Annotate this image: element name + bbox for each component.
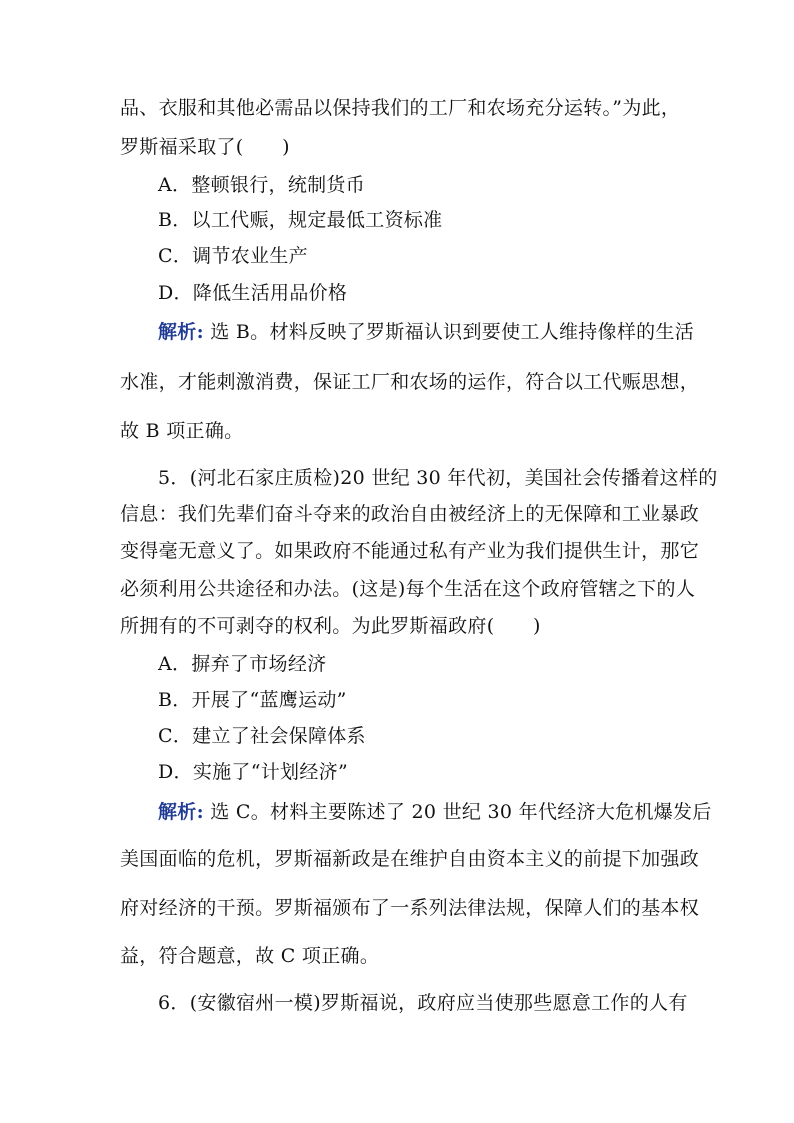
q4-option-c: C．调节农业生产	[158, 245, 308, 267]
q4-stem-line-1: 品、衣服和其他必需品以保持我们的工厂和农场充分运转。”为此，	[120, 97, 681, 119]
q4-analysis-line-1	[158, 320, 694, 344]
q5-option-a: A．摒弃了市场经济	[158, 653, 327, 675]
q4-option-d: D．降低生活用品价格	[158, 282, 348, 304]
q5-option-d: D．实施了“计划经济”	[158, 761, 348, 783]
q4-stem-line-2: 罗斯福采取了( )	[120, 136, 290, 158]
q4-analysis-line-3: 故 B 项正确。	[120, 420, 244, 442]
q5-option-b: B．开展了“蓝鹰运动”	[158, 689, 347, 711]
q5-analysis-text-1: 选 C。材料主要陈述了 20 世纪 30 年代经济大危机爆发后	[203, 801, 712, 823]
q4-option-a: A．整顿银行，统制货币	[158, 174, 366, 196]
q6-stem-line-1: 6．(安徽宿州一模)罗斯福说，政府应当使那些愿意工作的人有	[158, 992, 688, 1014]
q5-analysis-line-4: 益，符合题意，故 C 项正确。	[120, 945, 380, 967]
q4-analysis-line-2: 水准，才能刺激消费，保证工厂和农场的运作，符合以工代赈思想，	[120, 371, 700, 393]
q5-option-c: C．建立了社会保障体系	[158, 725, 366, 747]
q4-option-b: B．以工代赈，规定最低工资标准	[158, 209, 443, 231]
q5-stem-line-3: 变得毫无意义了。如果政府不能通过私有产业为我们提供生计，那它	[120, 540, 700, 562]
q5-analysis-line-3: 府对经济的干预。罗斯福颁布了一系列法律法规，保障人们的基本权	[120, 897, 700, 919]
q5-stem-line-2: 信息：我们先辈们奋斗夺来的政治自由被经济上的无保障和工业暴政	[120, 503, 700, 525]
q5-analysis-line-2: 美国面临的危机，罗斯福新政是在维护自由资本主义的前提下加强政	[120, 848, 700, 870]
q5-analysis-label: 解析:	[158, 801, 204, 823]
q5-stem-line-5: 所拥有的不可剥夺的权利。为此罗斯福政府( )	[120, 615, 541, 637]
q5-analysis-line-1	[158, 800, 712, 824]
q5-stem-line-4: 必须利用公共途径和办法。(这是)每个生活在这个政府管辖之下的人	[120, 578, 696, 600]
q4-analysis-label: 解析:	[158, 321, 204, 343]
q4-analysis-text-1: 选 B。材料反映了罗斯福认识到要使工人维持像样的生活	[203, 321, 695, 343]
q5-stem-line-1: 5．(河北石家庄质检)20 世纪 30 年代初，美国社会传播着这样的	[158, 467, 718, 489]
